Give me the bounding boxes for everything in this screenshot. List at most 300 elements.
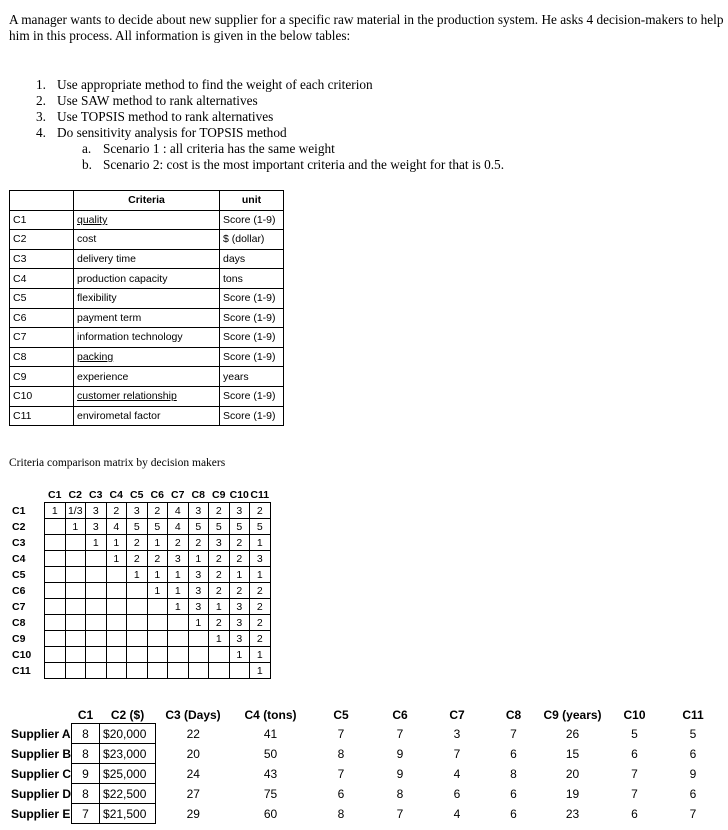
comparison-cell: 2 — [250, 583, 271, 599]
comparison-cell — [86, 647, 107, 663]
comparison-cell: 3 — [229, 631, 250, 647]
supplier-cell: 50 — [263, 746, 278, 761]
comparison-row — [8, 663, 270, 679]
intro-paragraph: A manager wants to decide about new supplier for a specific raw material in the production system. He asks 4 decision-makers to help him in this process. All information is given in the below tables: — [9, 12, 724, 43]
comparison-row — [8, 631, 270, 647]
comparison-cell: 2 — [188, 535, 209, 551]
comparison-cell: 3 — [229, 599, 250, 615]
criteria-row — [10, 249, 284, 269]
comparison-cell: 2 — [250, 631, 271, 647]
criteria-id: C4 — [10, 269, 74, 289]
supplier-name: Supplier A — [11, 726, 71, 741]
supplier-cell: $20,000 — [100, 724, 156, 744]
supplier-table — [9, 706, 721, 824]
comparison-cell: 5 — [147, 519, 168, 535]
comparison-cell — [147, 647, 168, 663]
comparison-cell — [127, 599, 148, 615]
comparison-cell: 4 — [106, 519, 127, 535]
comparison-cell: 1 — [209, 631, 230, 647]
comparison-col-header: C9 — [212, 488, 226, 501]
supplier-header-row — [9, 706, 721, 724]
criteria-row — [10, 328, 284, 348]
criteria-header-id — [10, 191, 74, 211]
criteria-row — [10, 230, 284, 250]
supplier-col-header: C4 (tons) — [244, 707, 297, 722]
comparison-cell — [127, 615, 148, 631]
comparison-cell: 3 — [86, 519, 107, 535]
supplier-cell: 9 — [396, 746, 404, 761]
comparison-cell — [86, 615, 107, 631]
task-item — [36, 77, 504, 93]
comparison-cell — [65, 615, 86, 631]
subtask-item — [36, 141, 504, 157]
criteria-unit: $ (dollar) — [220, 230, 284, 250]
comparison-cell: 4 — [168, 503, 189, 519]
comparison-cell — [65, 647, 86, 663]
supplier-cell: 6 — [631, 746, 638, 761]
comparison-cell: 5 — [250, 519, 271, 535]
supplier-cell: $22,500 — [100, 784, 156, 804]
comparison-cell: 3 — [86, 503, 107, 519]
criteria-unit: Score (1-9) — [220, 406, 284, 426]
comparison-row — [8, 647, 270, 663]
supplier-cell: 6 — [337, 786, 345, 801]
comparison-cell — [86, 567, 107, 583]
criteria-row — [10, 269, 284, 289]
criteria-name: experience — [74, 367, 220, 387]
comparison-cell — [45, 551, 66, 567]
criteria-name: packing — [74, 347, 220, 367]
comparison-cell: 1 — [106, 535, 127, 551]
task-list — [36, 77, 504, 173]
comparison-cell: 1 — [168, 599, 189, 615]
supplier-cell: 41 — [263, 726, 278, 741]
subtask-item — [36, 157, 504, 173]
comparison-cell: 2 — [250, 615, 271, 631]
supplier-cell: 15 — [565, 746, 580, 761]
comparison-row-label: C5 — [12, 568, 26, 581]
criteria-id: C8 — [10, 347, 74, 367]
criteria-row — [10, 288, 284, 308]
supplier-cell: 6 — [510, 786, 517, 801]
comparison-cell — [45, 583, 66, 599]
comparison-cell — [86, 583, 107, 599]
supplier-name: Supplier D — [11, 786, 72, 801]
comparison-cell: 1/3 — [65, 503, 86, 519]
supplier-cell: 8 — [337, 806, 345, 821]
criteria-id: C9 — [10, 367, 74, 387]
comparison-col-header: C6 — [150, 488, 164, 501]
comparison-row — [8, 567, 270, 583]
comparison-col-header: C4 — [109, 488, 123, 501]
comparison-cell — [65, 663, 86, 679]
supplier-cell: 24 — [186, 766, 200, 781]
comparison-cell: 3 — [250, 551, 271, 567]
task-number: 1. — [36, 77, 46, 92]
supplier-col-header: C7 — [449, 707, 465, 722]
comparison-cell — [106, 583, 127, 599]
supplier-row — [9, 764, 721, 784]
comparison-row-label: C6 — [12, 584, 26, 597]
comparison-cell: 3 — [188, 567, 209, 583]
comparison-cell — [65, 567, 86, 583]
comparison-cell: 4 — [168, 519, 189, 535]
criteria-unit: Score (1-9) — [220, 386, 284, 406]
comparison-cell: 1 — [168, 583, 189, 599]
criteria-unit: Score (1-9) — [220, 308, 284, 328]
comparison-cell: 2 — [209, 615, 230, 631]
comparison-cell: 1 — [188, 551, 209, 567]
comparison-cell: 1 — [250, 567, 271, 583]
task-text: Use TOPSIS method to rank alternatives — [57, 109, 274, 124]
comparison-cell — [106, 631, 127, 647]
comparison-cell — [65, 631, 86, 647]
comparison-cell — [65, 551, 86, 567]
supplier-cell: 8 — [337, 746, 345, 761]
comparison-cell — [45, 599, 66, 615]
supplier-cell: $21,500 — [100, 804, 156, 824]
comparison-cell: 2 — [209, 551, 230, 567]
supplier-col-header: C5 — [333, 707, 349, 722]
criteria-id: C2 — [10, 230, 74, 250]
supplier-cell: 7 — [337, 766, 345, 781]
comparison-cell: 1 — [86, 535, 107, 551]
supplier-cell: 7 — [631, 766, 638, 781]
criteria-table — [9, 190, 284, 426]
task-number: 2. — [36, 93, 46, 108]
criteria-id: C11 — [10, 406, 74, 426]
criteria-name: envirometal factor — [74, 406, 220, 426]
comparison-cell: 2 — [229, 535, 250, 551]
comparison-cell — [86, 631, 107, 647]
comparison-matrix — [8, 487, 271, 679]
comparison-cell: 3 — [188, 503, 209, 519]
comparison-cell: 1 — [250, 647, 271, 663]
criteria-unit: Score (1-9) — [220, 210, 284, 230]
comparison-cell — [106, 647, 127, 663]
comparison-cell — [45, 519, 66, 535]
comparison-cell — [147, 631, 168, 647]
comparison-cell — [188, 663, 209, 679]
comparison-col-header: C7 — [171, 488, 185, 501]
supplier-col-header: C9 (years) — [543, 707, 602, 722]
supplier-col-header: C2 ($) — [110, 707, 145, 722]
supplier-cell: 9 — [689, 766, 697, 781]
supplier-col-header: C1 — [77, 707, 94, 722]
supplier-cell: 27 — [186, 786, 200, 801]
supplier-cell: 8 — [72, 744, 100, 764]
comparison-cell — [188, 647, 209, 663]
supplier-col-header: C6 — [392, 707, 408, 722]
supplier-cell: 6 — [689, 746, 697, 761]
supplier-cell: 7 — [631, 786, 638, 801]
supplier-name: Supplier E — [11, 806, 71, 821]
supplier-cell: 7 — [453, 746, 461, 761]
comparison-row-label: C7 — [12, 600, 26, 613]
supplier-row — [9, 744, 721, 764]
criteria-id: C10 — [10, 386, 74, 406]
supplier-cell: 7 — [689, 806, 697, 821]
criteria-id: C7 — [10, 328, 74, 348]
supplier-cell: 23 — [565, 806, 580, 821]
comparison-row — [8, 599, 270, 615]
comparison-cell: 2 — [209, 583, 230, 599]
comparison-cell: 1 — [106, 551, 127, 567]
criteria-name: production capacity — [74, 269, 220, 289]
criteria-header-row — [10, 191, 284, 211]
comparison-cell — [127, 647, 148, 663]
criteria-row — [10, 347, 284, 367]
comparison-row — [8, 615, 270, 631]
comparison-cell: 1 — [147, 567, 168, 583]
comparison-cell: 2 — [209, 503, 230, 519]
comparison-cell — [229, 663, 250, 679]
criteria-row — [10, 367, 284, 387]
comparison-cell: 3 — [188, 583, 209, 599]
comparison-cell — [45, 631, 66, 647]
comparison-col-header: C1 — [48, 488, 62, 501]
comparison-cell: 2 — [127, 535, 148, 551]
comparison-cell: 2 — [229, 551, 250, 567]
comparison-cell: 2 — [147, 551, 168, 567]
task-text: Use SAW method to rank alternatives — [57, 93, 258, 108]
comparison-cell — [168, 615, 189, 631]
supplier-cell: 7 — [396, 726, 404, 741]
comparison-cell — [65, 599, 86, 615]
comparison-corner — [8, 487, 45, 503]
comparison-row-label: C3 — [12, 536, 26, 549]
supplier-cell: 75 — [263, 786, 278, 801]
comparison-cell: 1 — [188, 615, 209, 631]
comparison-cell — [45, 647, 66, 663]
comparison-cell: 3 — [188, 599, 209, 615]
supplier-cell: 43 — [263, 766, 278, 781]
comparison-row-label: C1 — [12, 504, 26, 517]
supplier-name: Supplier B — [11, 746, 72, 761]
supplier-cell: 60 — [263, 806, 278, 821]
comparison-cell: 5 — [127, 519, 148, 535]
comparison-row — [8, 583, 270, 599]
comparison-cell: 5 — [229, 519, 250, 535]
supplier-name: Supplier C — [11, 766, 72, 781]
comparison-cell: 3 — [229, 503, 250, 519]
subtask-letter: a. — [82, 141, 92, 156]
supplier-cell: 8 — [72, 724, 100, 744]
criteria-name: delivery time — [74, 249, 220, 269]
comparison-cell: 2 — [250, 599, 271, 615]
supplier-row — [9, 784, 721, 804]
supplier-cell: 9 — [396, 766, 404, 781]
criteria-row — [10, 386, 284, 406]
criteria-id: C1 — [10, 210, 74, 230]
supplier-cell: 6 — [631, 806, 638, 821]
supplier-cell: 8 — [396, 786, 404, 801]
criteria-unit: years — [220, 367, 284, 387]
task-item — [36, 93, 504, 109]
criteria-name: information technology — [74, 328, 220, 348]
comparison-cell — [147, 615, 168, 631]
comparison-cell: 2 — [250, 503, 271, 519]
supplier-row — [9, 804, 721, 824]
criteria-name: flexibility — [74, 288, 220, 308]
comparison-cell — [127, 663, 148, 679]
comparison-cell — [209, 647, 230, 663]
supplier-cell: 20 — [186, 746, 200, 761]
supplier-cell: 5 — [689, 726, 697, 741]
criteria-unit: Score (1-9) — [220, 288, 284, 308]
criteria-header-name: Criteria — [74, 191, 220, 211]
comparison-cell: 3 — [209, 535, 230, 551]
comparison-cell — [106, 599, 127, 615]
supplier-col-header: C11 — [682, 707, 704, 722]
criteria-id: C5 — [10, 288, 74, 308]
supplier-cell: 4 — [453, 806, 461, 821]
task-number: 4. — [36, 125, 46, 140]
criteria-unit: tons — [220, 269, 284, 289]
comparison-cell — [106, 567, 127, 583]
task-text: Do sensitivity analysis for TOPSIS method — [57, 125, 287, 140]
comparison-cell — [209, 663, 230, 679]
comparison-col-header: C8 — [191, 488, 205, 501]
comparison-cell: 1 — [229, 647, 250, 663]
comparison-cell: 5 — [188, 519, 209, 535]
supplier-cell: 26 — [565, 726, 580, 741]
criteria-id: C3 — [10, 249, 74, 269]
comparison-cell — [45, 567, 66, 583]
supplier-cell: 5 — [631, 726, 638, 741]
comparison-row — [8, 551, 270, 567]
subtask-text: Scenario 1 : all criteria has the same weight — [103, 141, 335, 156]
supplier-cell: 9 — [72, 764, 100, 784]
criteria-row — [10, 308, 284, 328]
comparison-col-header: C3 — [89, 488, 103, 501]
comparison-cell — [168, 663, 189, 679]
supplier-cell: 20 — [565, 766, 580, 781]
comparison-cell: 3 — [168, 551, 189, 567]
supplier-cell: 3 — [453, 726, 461, 741]
criteria-header-unit: unit — [220, 191, 284, 211]
comparison-row-label: C10 — [12, 648, 32, 661]
comparison-cell — [106, 663, 127, 679]
comparison-cell: 1 — [250, 663, 271, 679]
comparison-cell: 2 — [147, 503, 168, 519]
comparison-cell — [86, 663, 107, 679]
comparison-cell: 1 — [147, 535, 168, 551]
supplier-cell: 29 — [186, 806, 200, 821]
comparison-cell: 2 — [209, 567, 230, 583]
comparison-cell: 1 — [168, 567, 189, 583]
comparison-cell: 3 — [229, 615, 250, 631]
comparison-cell: 1 — [229, 567, 250, 583]
criteria-row — [10, 210, 284, 230]
comparison-cell — [147, 599, 168, 615]
comparison-cell — [86, 599, 107, 615]
comparison-row — [8, 519, 270, 535]
supplier-cell: 6 — [510, 746, 517, 761]
comparison-col-header: C5 — [130, 488, 144, 501]
criteria-row — [10, 406, 284, 426]
comparison-cell — [65, 535, 86, 551]
task-number: 3. — [36, 109, 46, 124]
comparison-row-label: C8 — [12, 616, 26, 629]
comparison-cell: 2 — [168, 535, 189, 551]
comparison-row-label: C9 — [12, 632, 26, 645]
subtask-letter: b. — [82, 157, 92, 172]
supplier-col-header: C8 — [505, 707, 522, 722]
comparison-cell: 3 — [127, 503, 148, 519]
criteria-id: C6 — [10, 308, 74, 328]
comparison-row-label: C2 — [12, 520, 26, 533]
comparison-row-label: C4 — [12, 552, 26, 565]
supplier-col-header: C10 — [623, 707, 646, 722]
comparison-row — [8, 503, 270, 519]
comparison-cell — [45, 615, 66, 631]
supplier-cell: 6 — [510, 806, 517, 821]
comparison-cell — [86, 551, 107, 567]
comparison-cell — [65, 583, 86, 599]
comparison-cell: 2 — [229, 583, 250, 599]
comparison-cell — [188, 631, 209, 647]
comparison-cell — [147, 663, 168, 679]
supplier-cell: $25,000 — [100, 764, 156, 784]
comparison-col-header: C11 — [250, 488, 270, 501]
criteria-unit: Score (1-9) — [220, 347, 284, 367]
subtask-text: Scenario 2: cost is the most important criteria and the weight for that is 0.5. — [103, 157, 505, 172]
supplier-cell: 6 — [453, 786, 461, 801]
task-item — [36, 109, 504, 125]
supplier-cell: 8 — [72, 784, 100, 804]
criteria-unit: days — [220, 249, 284, 269]
comparison-cell — [168, 647, 189, 663]
criteria-name: quality — [74, 210, 220, 230]
supplier-cell: 7 — [396, 806, 404, 821]
supplier-cell: 4 — [453, 766, 461, 781]
supplier-cell: 19 — [565, 786, 580, 801]
comparison-cell — [45, 535, 66, 551]
supplier-cell: $23,000 — [100, 744, 156, 764]
supplier-col-header — [9, 706, 72, 724]
supplier-cell: 7 — [337, 726, 345, 741]
criteria-name: customer relationship — [74, 386, 220, 406]
comparison-cell — [127, 631, 148, 647]
comparison-cell: 1 — [45, 503, 66, 519]
supplier-cell: 7 — [72, 804, 100, 824]
supplier-cell: 6 — [689, 786, 697, 801]
comparison-cell: 2 — [106, 503, 127, 519]
comparison-col-header: C10 — [229, 488, 249, 501]
comparison-cell: 1 — [65, 519, 86, 535]
comparison-cell: 1 — [147, 583, 168, 599]
supplier-cell: 7 — [510, 726, 517, 741]
supplier-cell: 8 — [510, 766, 517, 781]
comparison-header-row — [8, 487, 270, 503]
comparison-cell: 1 — [209, 599, 230, 615]
supplier-row — [9, 724, 721, 744]
comparison-cell — [45, 663, 66, 679]
comparison-col-header: C2 — [68, 488, 82, 501]
criteria-name: payment term — [74, 308, 220, 328]
comparison-cell — [168, 631, 189, 647]
task-text: Use appropriate method to find the weight of each criterion — [57, 77, 373, 92]
supplier-cell: 22 — [186, 726, 200, 741]
comparison-row — [8, 535, 270, 551]
comparison-cell: 1 — [127, 567, 148, 583]
comparison-cell — [127, 583, 148, 599]
comparison-cell: 5 — [209, 519, 230, 535]
task-item — [36, 125, 504, 141]
comparison-cell: 2 — [127, 551, 148, 567]
comparison-title: Criteria comparison matrix by decision makers — [9, 457, 226, 469]
